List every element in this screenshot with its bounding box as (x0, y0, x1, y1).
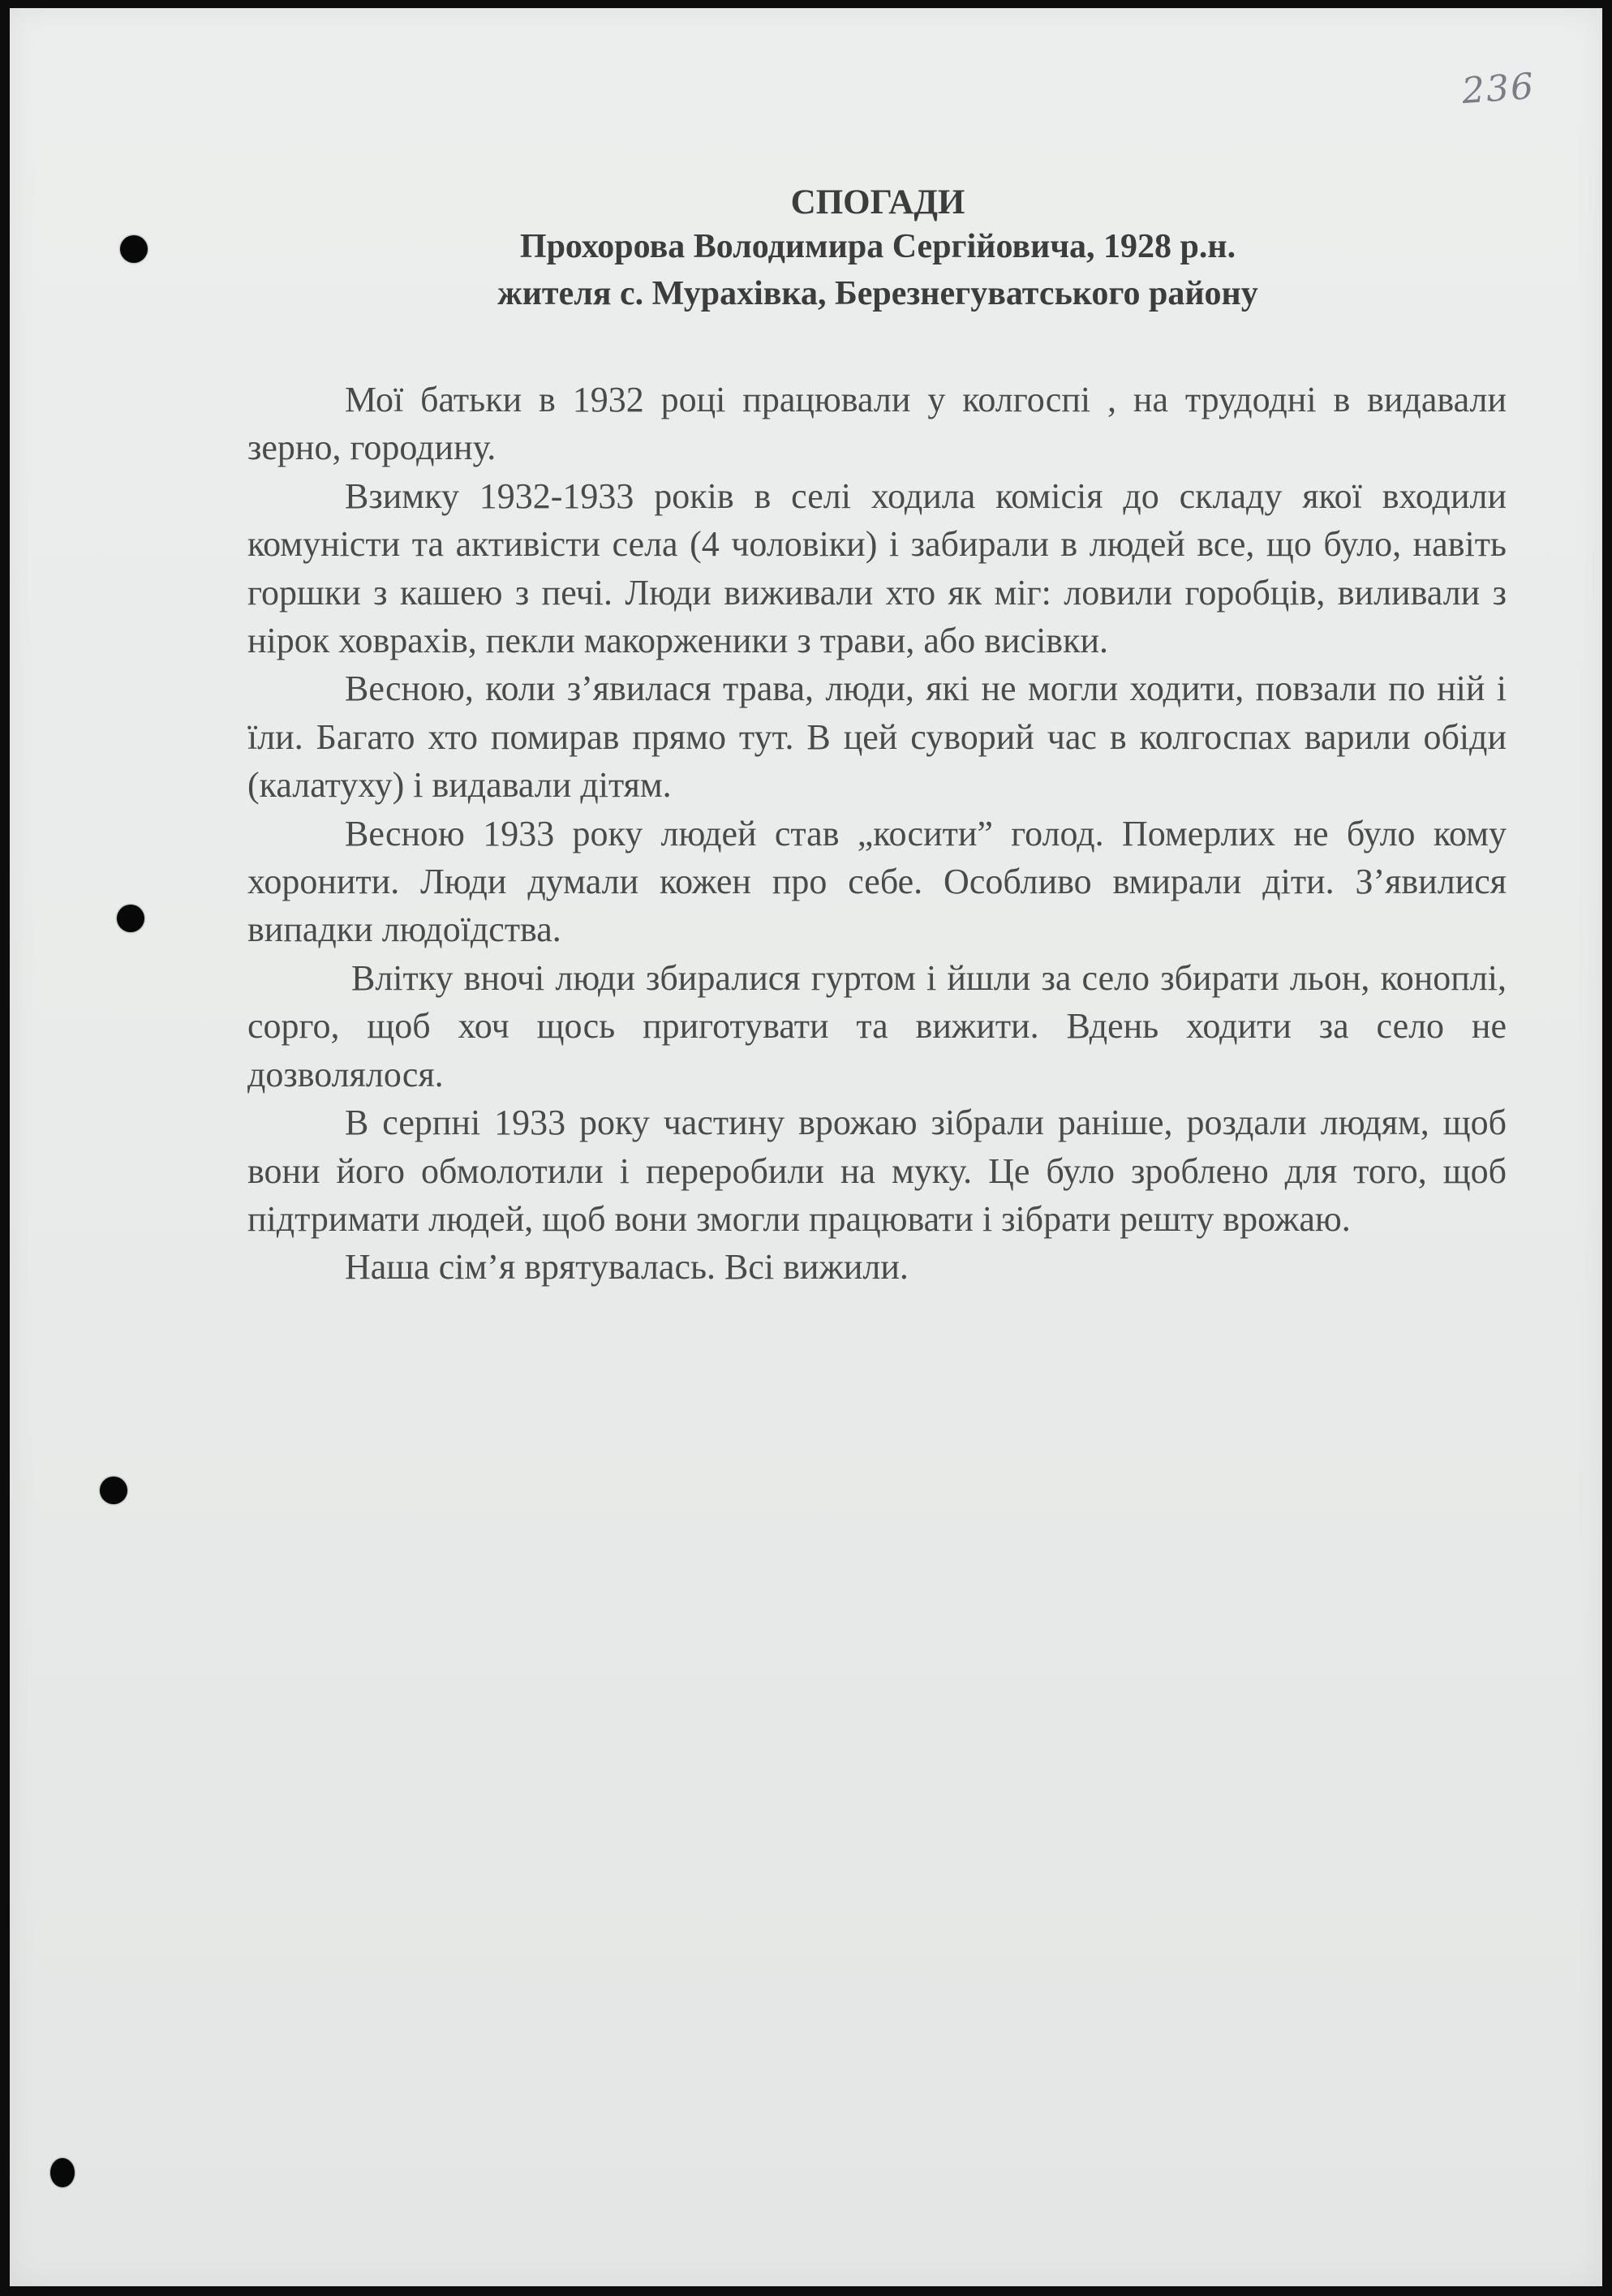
document-body (247, 376, 1507, 1292)
paragraph: Весною, коли з’явилася трава, люди, які не могли ходити, повзали по ній і їли. Багато хто помирав прямо тут. В цей суворий час в колгоспах варили обіди (калатуху) і видавали дітям. (247, 669, 1507, 806)
paragraph: Весною 1933 року людей став „косити” голод. Померлих не було кому хоронити. Люди думали кожен про себе. Особливо вмирали діти. З’явилися випадки людоїдства. (247, 813, 1507, 950)
document-page (10, 8, 1602, 2286)
punch-hole (100, 1477, 127, 1504)
paragraph: Влітку вночі люди збиралися гуртом і йшли за село збирати льон, коноплі, сорго, щоб хоч щось приготувати та вижити. Вдень ходити за село не дозволялося. (247, 957, 1507, 1094)
handwritten-page-number: 236 (1460, 65, 1537, 113)
document-subtitle-line-1: Прохорова Володимира Сергійовича, 1928 р.н. (519, 228, 1236, 265)
punch-hole (50, 2158, 75, 2187)
punch-hole (120, 235, 148, 263)
document-title: СПОГАДИ (790, 183, 965, 221)
document-header (253, 183, 1502, 317)
punch-hole (117, 905, 144, 932)
paragraph: Мої батьки в 1932 році працювали у колгоспі , на трудодні в видавали зерно, городину. (247, 380, 1507, 468)
paragraph: Наша сім’я врятувалась. Всі вижили. (345, 1247, 909, 1288)
paragraph: В серпні 1933 року частину врожаю зібрали раніше, роздали людям, щоб вони його обмолотили і переробили на муку. Це було зроблено для того, щоб підтримати людей, щоб вони змогли працювати і зібрати решту врожаю. (247, 1103, 1507, 1239)
document-subtitle-line-2: жителя с. Мурахівка, Березнегуватського району (497, 275, 1258, 312)
paragraph: Взимку 1932-1933 років в селі ходила комісія до складу якої входили комуністи та активісти села (4 чоловіки) і забирали в людей все, що було, навіть горшки з кашею з печі. Люди виживали хто як міг: ловили горобців, виливали з нірок ховрахів, пекли макорженики з трави, або висівки. (247, 475, 1507, 661)
